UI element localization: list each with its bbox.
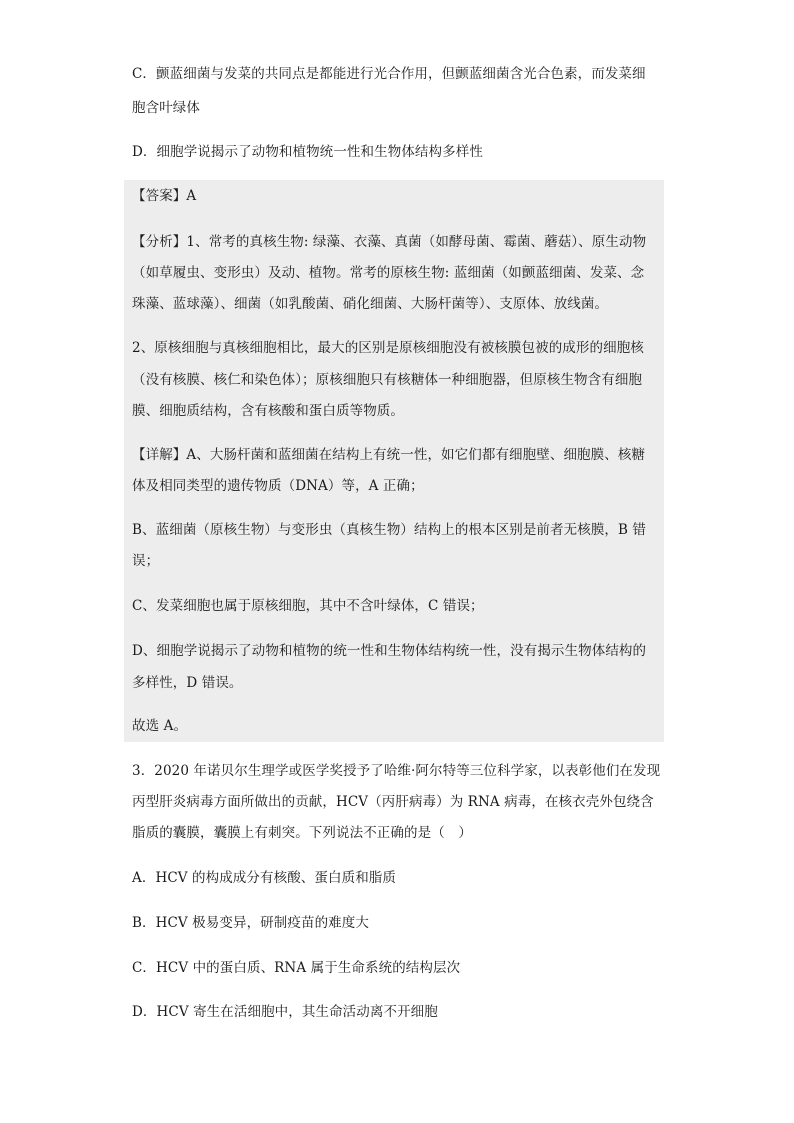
- detail-c: C、发菜细胞也属于原核细胞，其中不含叶绿体，C 错误；: [132, 598, 484, 614]
- analysis-2-line3: 膜、细胞质结构，含有核酸和蛋白质等物质。: [132, 403, 404, 419]
- analysis-2-line1: 2、原核细胞与真核细胞相比，最大的区别是原核细胞没有被核膜包被的成形的细胞核: [132, 340, 644, 356]
- q3-stem-line2: 丙型肝炎病毒方面所做出的贡献，HCV（丙肝病毒）为 RNA 病毒，在核衣壳外包绕含: [132, 794, 654, 810]
- detail-b-line1: B、蓝细菌（原核生物）与变形虫（真核生物）结构上的根本区别是前者无核膜，B 错: [132, 522, 647, 538]
- q3-option-d: D．HCV 寄生在活细胞中，其生命活动离不开细胞: [132, 1004, 438, 1020]
- conclusion: 故选 A。: [132, 718, 188, 734]
- q2-option-d: D．细胞学说揭示了动物和植物统一性和生物体结构多样性: [132, 144, 483, 160]
- detail-a-line2: 体及相同类型的遗传物质（DNA）等，A 正确；: [132, 478, 424, 494]
- q3-stem-line3: 脂质的囊膜，囊膜上有刺突。下列说法不正确的是（ ）: [132, 825, 472, 841]
- analysis-1-line2: （如草履虫、变形虫）及动、植物。常考的原核生物: 蓝细菌（如颤蓝细菌、发菜、念: [132, 265, 645, 281]
- q3-option-a: A．HCV 的构成成分有核酸、蛋白质和脂质: [132, 870, 396, 886]
- analysis-1-line1: 【分析】1、常考的真核生物: 绿藻、衣藻、真菌（如酵母菌、霉菌、蘑菇）、原生动物: [132, 234, 647, 250]
- answer-label: 【答案】A: [132, 188, 197, 204]
- q2-option-c-line2: 胞含叶绿体: [132, 100, 200, 116]
- q2-option-c-line1: C．颤蓝细菌与发菜的共同点是都能进行光合作用，但颤蓝细菌含光合色素，而发菜细: [132, 66, 646, 82]
- detail-d-line2: 多样性，D 错误。: [132, 675, 243, 691]
- detail-b-line2: 误；: [132, 553, 160, 569]
- q3-stem-line1: 3．2020 年诺贝尔生理学或医学奖授予了哈维·阿尔特等三位科学家，以表彰他们在发现: [132, 763, 661, 779]
- q3-option-c: C．HCV 中的蛋白质、RNA 属于生命系统的结构层次: [132, 960, 461, 976]
- detail-a-line1: 【详解】A、大肠杆菌和蓝细菌在结构上有统一性，如它们都有细胞壁、细胞膜、核糖: [132, 447, 646, 463]
- analysis-2-line2: （没有核膜、核仁和染色体）；原核细胞只有核糖体一种细胞器，但原核生物含有细胞: [132, 372, 643, 388]
- analysis-1-line3: 珠藻、蓝球藻）、细菌（如乳酸菌、硝化细菌、大肠杆菌等）、支原体、放线菌。: [132, 296, 609, 312]
- q3-option-b: B．HCV 极易变异，研制疫苗的难度大: [132, 915, 369, 931]
- detail-d-line1: D、细胞学说揭示了动物和植物的统一性和生物体结构统一性，没有揭示生物体结构的: [132, 643, 647, 659]
